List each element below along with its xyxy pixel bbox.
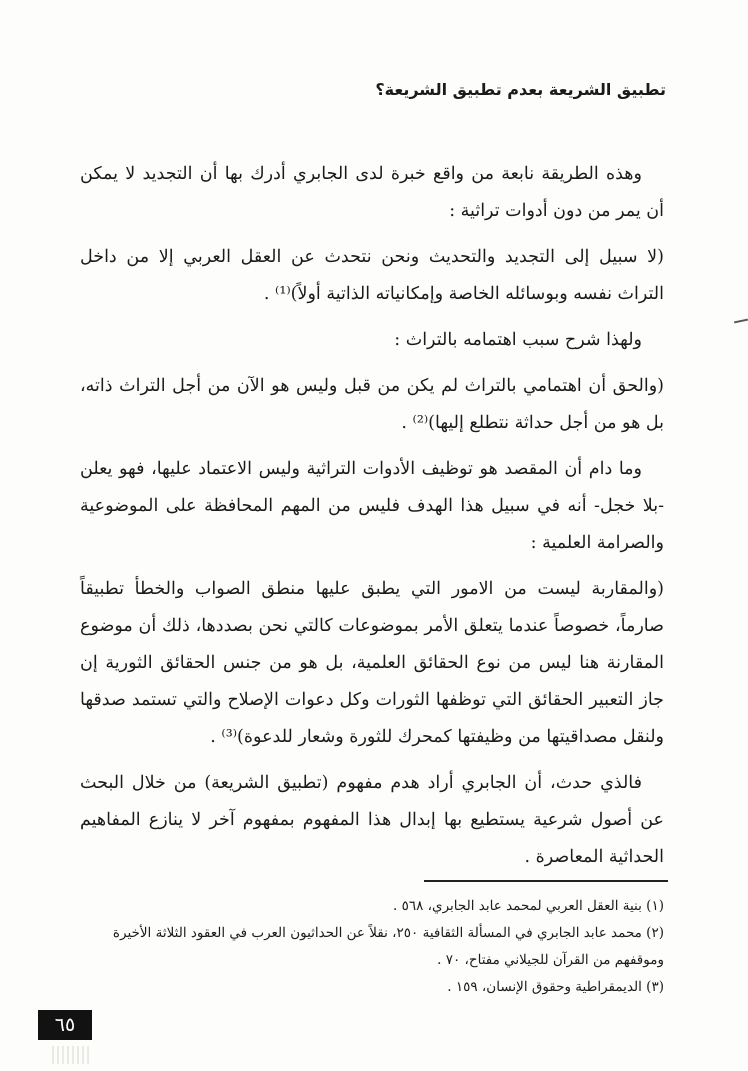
main-text (80, 156, 664, 885)
scan-artifact (52, 1046, 92, 1064)
margin-mark (734, 319, 748, 324)
running-title: تطبيق الشريعة بعدم تطبيق الشريعة؟ (375, 80, 666, 99)
paragraph-2: ولهذا شرح سبب اهتمامه بالتراث : (394, 330, 642, 350)
paragraph-4: فالذي حدث، أن الجابري أراد هدم مفهوم (تطبيق الشريعة) من خلال البحث عن أصول شرعية يستطيع بها إبدال هذا المفهوم بمفهوم آخر لا ينازع المفاهيم الحداثية المعاصرة . (80, 773, 664, 867)
footnote-divider (424, 880, 668, 882)
footnote-1: (١) بنية العقل العربي لمحمد عابد الجابري، ٥٦٨ . (393, 898, 664, 914)
footnotes (80, 893, 664, 1001)
paragraph-1: وهذه الطريقة نابعة من واقع خبرة لدى الجابري أدرك بها أن التجديد لا يمكن أن يمر من دون أدوات تراثية : (80, 164, 664, 221)
page-number: ٦٥ (38, 1010, 92, 1040)
footnote-2: (٢) محمد عابد الجابري في المسألة الثقافية ٢٥٠، نقلاً عن الحداثيون العرب في العقود الثلاثة الأخيرة وموقفهم من القرآن للجيلاني مفتاح، ٧٠ . (112, 925, 664, 968)
footnote-3: (٣) الديمقراطية وحقوق الإنسان، ١٥٩ . (447, 979, 664, 995)
quote-1: (لا سبيل إلى التجديد والتحديث ونحن نتحدث عن العقل العربي إلا من داخل التراث نفسه وبوسائله الخاصة وإمكانياته الذاتية أولاً)⁽¹⁾ . (80, 247, 664, 304)
quote-3: (والمقاربة ليست من الامور التي يطبق عليها منطق الصواب والخطأ تطبيقاً صارماً، خصوصاً عندما يتعلق الأمر بموضوعات كالتي نحن بصددها، ذلك أن موضوع المقارنة هنا ليس من نوع الحقائق العلمية، بل هو من جنس الحقائق الثورية إن جاز التعبير الحقائق التي توظفها الثورات وكل دعوات الإصلاح والتي تستمد صدقها ولنقل مصداقيتها من وظيفتها كمحرك للثورة وشعار للدعوة)⁽³⁾ . (80, 579, 664, 747)
paragraph-3: وما دام أن المقصد هو توظيف الأدوات التراثية وليس الاعتماد عليها، فهو يعلن -بلا خجل- أنه في سبيل هذا الهدف فليس من المهم المحافظة على الموضوعية والصرامة العلمية : (80, 459, 664, 553)
quote-2: (والحق أن اهتمامي بالتراث لم يكن من قبل وليس هو الآن من أجل التراث ذاته، بل هو من أجل حداثة نتطلع إليها)⁽²⁾ . (80, 376, 664, 433)
